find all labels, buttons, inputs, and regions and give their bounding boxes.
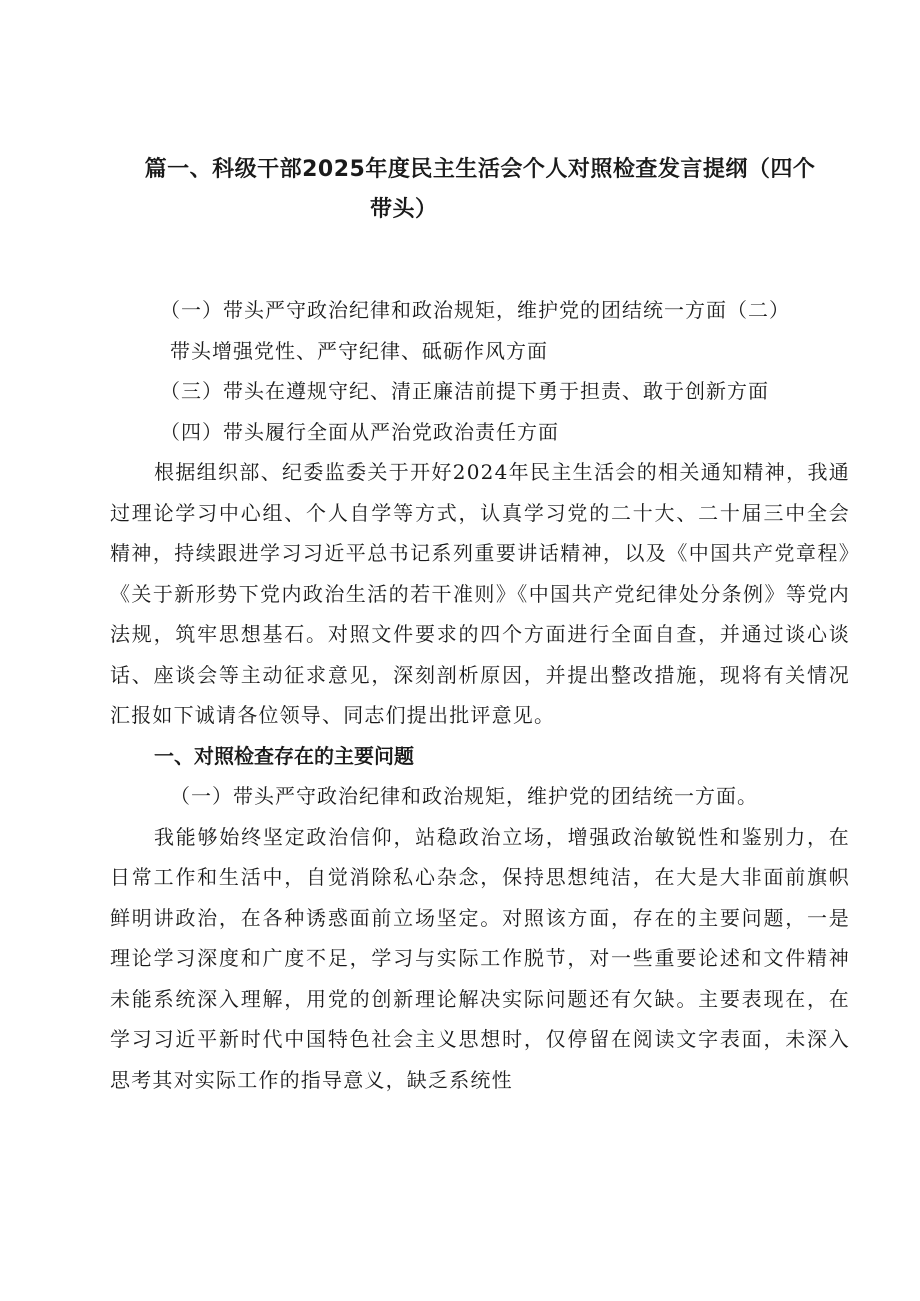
outline-item-1-text: （一）带头严守政治纪律和政治规矩，维护党的团结统一方面（二） <box>160 298 790 322</box>
section-subheading: （一）带头严守政治纪律和政治规矩，维护党的团结统一方面。 <box>170 784 758 808</box>
section-paragraph: 我能够始终坚定政治信仰，站稳政治立场，增强政治敏锐性和鉴别力，在日常工作和生活中，自觉消除私心杂念，保持思想纯洁，在大是大非面前旗帜鲜明讲政治，在各种诱惑面前立场坚定。对照该方面，存在的主要问题，一是理论学习深度和广度不足，学习与实际工作脱节，对一些重要论述和文件精神未能系统深入理解，用党的创新理论解决实际问题还有欠缺。主要表现在，在学习习近平新时代中国特色社会主义思想时，仅停留在阅读文字表面，未深入思考其对实际工作的指导意义，缺乏系统性 <box>110 824 850 1092</box>
intro-paragraph: 根据组织部、纪委监委关于开好2024年民主生活会的相关通知精神，我通过理论学习中心组、个人自学等方式，认真学习党的二十大、二十届三中全会精神，持续跟进学习习近平总书记系列重要讲话精神，以及《中国共产党章程》《关于新形势下党内政治生活的若干准则》《中国共产党纪律处分条例》等党内法规，筑牢思想基石。对照文件要求的四个方面进行全面自查，并通过谈心谈话、座谈会等主动征求意见，深刻剖析原因，并提出整改措施，现将有关情况汇报如下诚请各位领导、同志们提出批评意见。 <box>110 460 850 727</box>
title-line-2: 带头） <box>370 197 438 222</box>
outline-item-3: （三）带头在遵规守纪、清正廉洁前提下勇于担责、敢于创新方面 <box>160 379 769 403</box>
title-line-1: 篇一、科级干部2025年度民主生活会个人对照检查发言提纲（四个 <box>144 157 816 182</box>
section-heading: 一、对照检查存在的主要问题 <box>154 743 414 768</box>
outline-item-1 <box>110 290 850 371</box>
document-body <box>110 290 850 1100</box>
document-title <box>110 150 850 230</box>
outline-item-4: （四）带头履行全面从严治党政治责任方面 <box>160 419 559 444</box>
outline-item-2-text: 带头增强党性、严守纪律、砥砺作风方面 <box>170 338 548 363</box>
